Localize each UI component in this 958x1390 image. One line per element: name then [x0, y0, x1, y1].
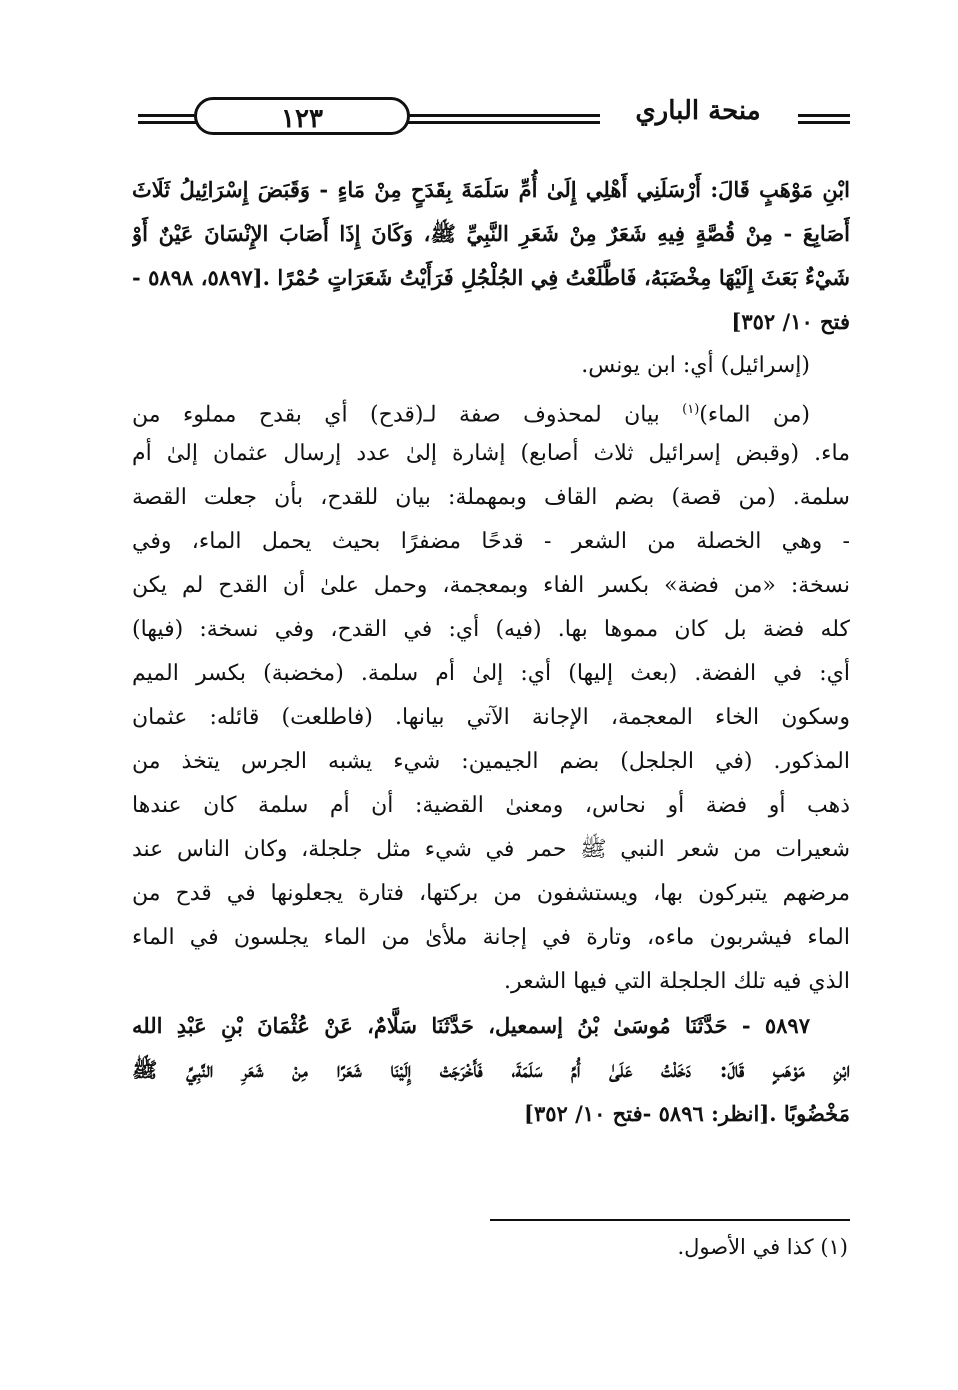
commentary-line: مرضهم يتبركون بها، ويستشفون من بركتها، فتارة يجعلونها في قدح من: [132, 881, 850, 906]
footnote: (١) كذا في الأصول.: [677, 1235, 848, 1259]
commentary-line: - وهي الخصلة من الشعر - قدحًا مضفرًا بحيث يحمل الماء، وفي: [132, 529, 850, 554]
commentary-line: الذي فيه تلك الجلجلة التي فيها الشعر.: [504, 969, 850, 994]
commentary-text: بيان لمحذوف صفة لـ(قدح) أي بقدح مملوء من: [132, 402, 683, 428]
hadith-line: شَيْءٌ بَعَثَ إِلَيْهَا مِخْضَبَهُ، فَاطَّلَعْتُ فِي الجُلْجُلِ فَرَأَيْتُ شَعَرَاتٍ حُمْرًا .[٥٨٩٧، ٥٨٩٨ -: [132, 265, 850, 290]
header-rule: [408, 114, 600, 117]
commentary-line: [132, 388, 850, 432]
commentary-line: وسكون الخاء المعجمة، الإجانة الآتي بيانها. (فاطلعت) قائله: عثمان: [132, 705, 850, 730]
header-rule: [408, 121, 600, 124]
page-header: [138, 92, 850, 152]
commentary-line: نسخة: «من فضة» بكسر الفاء وبمعجمة، وحمل علىٰ أن القدح لم يكن: [132, 573, 850, 598]
commentary-line: الماء فيشربون ماءه، وتارة في إجانة ملأىٰ من الماء يجلسون في الماء: [132, 925, 850, 950]
hadith-block: [132, 168, 850, 344]
commentary-line: شعيرات من شعر النبي ﷺ حمر في شيء مثل جلجلة، وكان الناس عند: [132, 837, 850, 862]
commentary-term: (من الماء): [699, 402, 810, 428]
commentary-line: كله فضة بل كان مموها بها. (فيه) أي: في القدح، وفي نسخة: (فيها): [132, 617, 850, 642]
commentary-line: ذهب أو فضة أو نحاس، ومعنىٰ القضية: أن أم سلمة كان عندها: [132, 793, 850, 818]
page-body: [132, 168, 850, 1136]
header-rule: [798, 121, 850, 124]
header-rule: [138, 114, 196, 117]
hadith-block: [132, 1004, 850, 1136]
header-rule: [798, 114, 850, 117]
footnote-marker[interactable]: (١): [682, 402, 700, 417]
hadith-line: ابْنِ مَوْهَبٍ قَالَ: دَخَلْتُ عَلَىٰ أُمِّ سَلَمَةَ، فَأَخْرَجَتْ إِلَيْنَا شَعَرًا مِنْ شَعَرِ النَّبِيِّ ﷺ: [132, 1057, 850, 1082]
hadith-line: أَصَابِعَ - مِنْ قُصَّةٍ فِيهِ شَعَرٌ مِنْ شَعَرِ النَّبِيِّ ﷺ، وَكَانَ إِذَا أَصَابَ الإِنْسَانَ عَيْنٌ أَوْ: [132, 221, 850, 246]
commentary-block: [132, 344, 850, 1004]
hadith-line: مَخْضُوبًا .[انظر: ٥٨٩٦ -فتح ١٠/ ٣٥٢]: [524, 1101, 850, 1126]
footnote-divider: [490, 1219, 850, 1221]
commentary-line: ماء. (وقبض إسرائيل ثلاث أصابع) إشارة إلىٰ عدد إرسال عثمان إلىٰ أم: [132, 441, 850, 466]
commentary-line: سلمة. (من قصة) بضم القاف وبمهملة: بيان للقدح، بأن جعلت القصة: [132, 485, 850, 510]
page-number: ١٢٣: [194, 97, 410, 135]
running-title: منحة الباري: [635, 96, 761, 126]
commentary-line: (إسرائيل) أي: ابن يونس.: [581, 353, 810, 378]
header-rule: [138, 121, 196, 124]
hadith-line: ابْنِ مَوْهَبٍ قَالَ: أَرْسَلَنِي أَهْلِي إِلَىٰ أُمِّ سَلَمَةَ بِقَدَحٍ مِنْ مَاءٍ - وَقَبَضَ إِسْرَائِيلُ ثَلَاثَ: [132, 177, 850, 202]
commentary-line: أي: في الفضة. (بعث إليها) أي: إلىٰ أم سلمة. (مخضبة) بكسر الميم: [132, 661, 850, 686]
hadith-line: فتح ١٠/ ٣٥٢]: [731, 309, 850, 334]
hadith-line: ٥٨٩٧ - حَدَّثَنَا مُوسَىٰ بْنُ إسمعيل، حَدَّثَنَا سَلَّامٌ، عَنْ عُثْمَانَ بْنِ عَبْدِ الله: [132, 1013, 810, 1038]
commentary-line: المذكور. (في الجلجل) بضم الجيمين: شيء يشبه الجرس يتخذ من: [132, 749, 850, 774]
